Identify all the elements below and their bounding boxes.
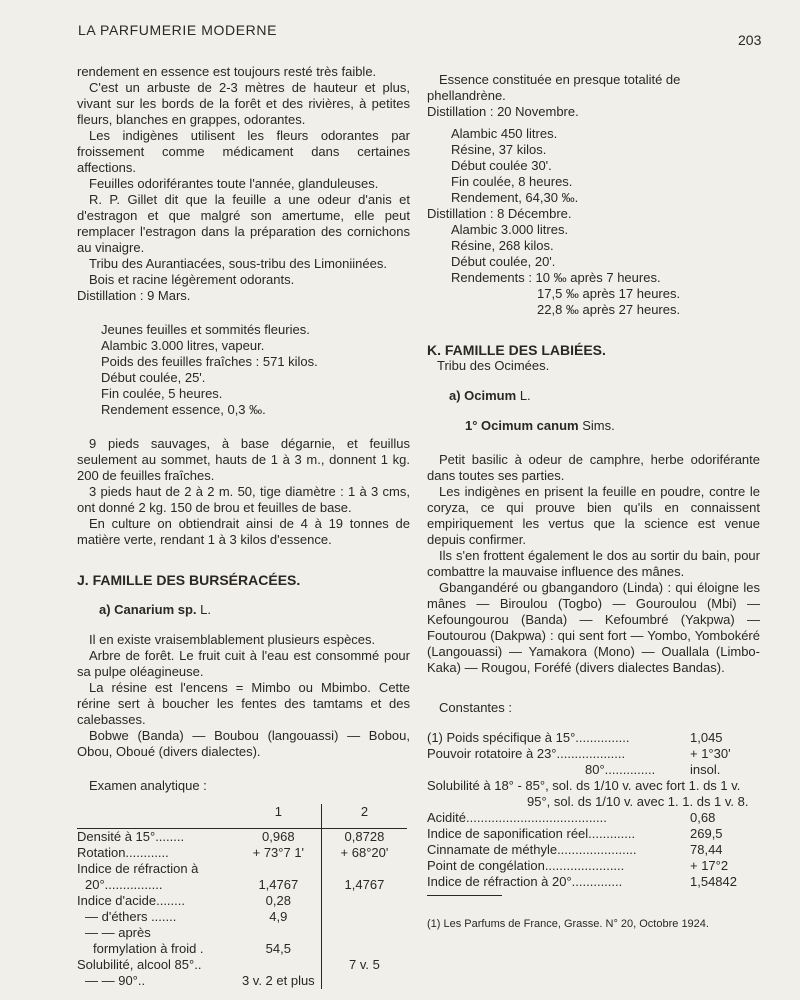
constant-label: Indice de saponification réel.............	[427, 826, 636, 841]
constant-value: + 17°2	[690, 858, 729, 873]
right-column	[427, 72, 760, 890]
distillation-line: Résine, 268 kilos.	[451, 238, 554, 253]
section-heading: K. FAMILLE DES LABIÉES.	[427, 342, 606, 358]
intro-line: R. P. Gillet dit que la feuille a une odeur d'anis et d'estragon et que malgré son amertume, elle peut remplacer l'estragon dans la préparation des cornichons au vinaigre.	[77, 192, 410, 255]
distillation-line: Début coulée, 25'.	[101, 370, 206, 385]
distillation-line: Fin coulée, 8 heures.	[451, 174, 573, 189]
paragraph: Bobwe (Banda) — Boubou (langouassi) — Bobou, Obou, Oboué (divers dialectes).	[77, 728, 410, 759]
rendement-line: 22,8 ‰ après 27 heures.	[537, 302, 681, 317]
constant-row	[427, 794, 760, 810]
subsection-title: a) Canarium sp.	[99, 602, 197, 617]
distillation-line: Fin coulée, 5 heures.	[101, 386, 223, 401]
table-row	[77, 893, 407, 909]
table-row	[77, 861, 407, 877]
constant-label: Indice de réfraction à 20°..............	[427, 874, 623, 889]
rendement-line: 17,5 ‰ après 17 heures.	[537, 286, 681, 301]
rendement-line: Rendements : 10 ‰ après 7 heures.	[451, 270, 661, 285]
constant-label: Solubilité à 18° - 85°, sol. ds 1/10 v. avec fort 1. ds 1 v.	[427, 778, 741, 793]
table-cell: 0,8728	[321, 829, 407, 846]
constant-row	[427, 810, 760, 826]
table-cell	[236, 957, 322, 973]
constant-label: (1) Poids spécifique à 15°...............	[427, 730, 630, 745]
table-cell	[236, 925, 322, 941]
footnote-rule	[427, 895, 502, 896]
constant-row	[427, 842, 760, 858]
intro-line: rendement en essence est toujours resté très faible.	[77, 64, 377, 79]
constant-value: 0,68	[690, 810, 716, 825]
table-cell: Rotation............	[77, 845, 169, 860]
author: Sims.	[582, 418, 615, 433]
section-heading: J. FAMILLE DES BURSÉRACÉES.	[77, 572, 301, 588]
constant-row	[427, 730, 760, 746]
table-cell	[321, 909, 407, 925]
distillation-line: Alambic 3.000 litres.	[451, 222, 569, 237]
table-header-cell: 2	[321, 804, 407, 829]
table-cell	[321, 925, 407, 941]
constant-label: 95°, sol. ds 1/10 v. avec 1. 1. ds 1 v. 8.	[527, 794, 749, 809]
distillation-line: Poids des feuilles fraîches : 571 kilos.	[101, 354, 318, 369]
table-row	[77, 941, 407, 957]
exam-title: Examen analytique :	[89, 778, 207, 793]
intro-line: Feuilles odoriférantes toute l'année, glanduleuses.	[89, 176, 379, 191]
table-cell: 0,968	[236, 829, 322, 846]
paragraph: 9 pieds sauvages, à base dégarnie, et feuillus seulement au sommet, hauts de 1 à 3 m., donnent 1 kg. 200 de feuilles fraîches.	[77, 436, 410, 483]
distillation-line: Début coulée, 20'.	[451, 254, 556, 269]
distillation-line: Début coulée 30'.	[451, 158, 552, 173]
table-row	[77, 845, 407, 861]
constant-value: 1,54842	[690, 874, 737, 889]
table-cell: 0,28	[265, 893, 291, 908]
constant-value: + 1°30'	[690, 746, 731, 761]
table-cell: 1,4767	[258, 877, 299, 892]
intro-line: Bois et racine légèrement odorants.	[89, 272, 295, 287]
paragraph: La résine est l'encens = Mimbo ou Mbimbo. Cette rérine sert à boucher les fentes des tamtams et des calebasses.	[77, 680, 410, 727]
table-row	[77, 973, 407, 989]
table-cell: Densité à 15°........	[77, 829, 236, 846]
table-cell: + 68°20'	[321, 845, 407, 861]
paragraph: Ils s'en frottent également le dos au sortir du bain, pour combattre la mauvaise influence des mânes.	[427, 548, 760, 579]
table-row	[77, 829, 407, 846]
constant-label: Pouvoir rotatoire à 23°...................	[427, 746, 626, 761]
constantes-title: Constantes :	[439, 700, 512, 715]
table-cell: 54,5	[265, 941, 291, 956]
constant-row	[427, 874, 760, 890]
constant-row	[427, 826, 760, 842]
paragraph: Petit basilic à odeur de camphre, herbe odoriférante dans toutes ses parties.	[427, 452, 760, 483]
table-cell: 1,4767	[321, 877, 407, 893]
paragraph: 3 pieds haut de 2 à 2 m. 50, tige diamètre : 1 à 3 cms, ont donné 2 kg. 150 de brou et feuilles de base.	[77, 484, 410, 515]
paragraph: Les indigènes en prisent la feuille en poudre, contre le coryza, ce qui prouve bien qu'ils en connaissent empiriquement les vertus que la science est venue depuis confirmer.	[427, 484, 760, 547]
subsection-title: a) Ocimum	[449, 388, 517, 403]
table-cell: — — après	[85, 925, 151, 940]
table-cell	[236, 861, 322, 877]
table-cell	[321, 941, 407, 957]
table-row	[77, 909, 407, 925]
table-cell: — d'éthers .......	[85, 909, 177, 924]
intro-line: C'est un arbuste de 2-3 mètres de hauteur et plus, vivant sur les bords de la forêt et des rivières, à petites fleurs, blanches en grappes, odorantes.	[77, 80, 410, 127]
distillation-line: Rendement essence, 0,3 ‰.	[101, 402, 266, 417]
table-header-cell: 1	[274, 804, 282, 819]
author: L.	[200, 602, 211, 617]
footnote: (1) Les Parfums de France, Grasse. N° 20, Octobre 1924.	[427, 918, 709, 930]
table-cell: Solubilité, alcool 85°..	[77, 957, 202, 972]
table-cell: Indice d'acide........	[77, 893, 185, 908]
constant-value: 78,44	[690, 842, 723, 857]
tribu-label: Tribu des Ocimées.	[437, 358, 550, 373]
distillation-line: Rendement, 64,30 ‰.	[451, 190, 579, 205]
paragraph: En culture on obtiendrait ainsi de 4 à 19 tonnes de matière verte, rendant 1 à 3 kilos d'essence.	[77, 516, 410, 547]
table-cell	[321, 973, 407, 989]
paragraph: Distillation : 20 Novembre.	[427, 104, 579, 119]
table-cell: 3 v. 2 et plus	[241, 973, 315, 988]
constant-label: Cinnamate de méthyle......................	[427, 842, 637, 857]
author: L.	[519, 388, 531, 403]
constant-value: 269,5	[690, 826, 723, 841]
paragraph: Essence constituée en presque totalité de phellandrène.	[427, 72, 681, 103]
constant-value: insol.	[690, 762, 721, 777]
table-cell: Indice de réfraction à	[77, 861, 199, 876]
constant-row	[427, 778, 760, 794]
table-cell: — — 90°..	[85, 973, 146, 988]
species-title: 1° Ocimum canum	[465, 418, 579, 433]
table-cell: 7 v. 5	[321, 957, 407, 973]
distillation-line: Jeunes feuilles et sommités fleuries.	[101, 322, 310, 337]
constant-row	[427, 762, 760, 778]
paragraph: Arbre de forêt. Le fruit cuit à l'eau est consommé pour sa pulpe oléagineuse.	[77, 648, 410, 679]
constant-label: Acidité.......................................	[427, 810, 607, 825]
table-row	[77, 877, 407, 893]
intro-line: Tribu des Aurantiacées, sous-tribu des Limoniinées.	[89, 256, 387, 271]
distillation-line: Alambic 450 litres.	[451, 126, 558, 141]
constant-row	[427, 746, 760, 762]
intro-line: Les indigènes utilisent les fleurs odorantes par froissement comme médicament dans certaines affections.	[77, 128, 410, 175]
constant-row	[427, 858, 760, 874]
distillation-line: Alambic 3.000 litres, vapeur.	[101, 338, 265, 353]
table-row	[77, 957, 407, 973]
constant-value: 1,045	[690, 730, 723, 745]
table-cell	[321, 893, 407, 909]
table-header-row	[77, 804, 407, 829]
running-title: LA PARFUMERIE MODERNE	[78, 22, 278, 38]
table-cell: formylation à froid .	[93, 941, 204, 956]
table-cell: 20°................	[85, 877, 163, 892]
paragraph: Gbangandéré ou gbangandoro (Linda) : qui éloigne les mânes — Biroulou (Togbo) — Gouroulou (Mbi) — Kefoungourou (Banda) — Kefoumbré (Yakpwa) — Foutourou (Dakpwa) : qui sent fort — Yombo, Yombokéré (Langouassi) — Yamakora (Mono) — Ouallala (Limbo-Kaka) — Rougou, Foréfé (divers dialectes Bandas).	[427, 580, 760, 675]
table-cell: + 73°7 1'	[252, 845, 305, 860]
distillation-line: Résine, 37 kilos.	[451, 142, 547, 157]
intro-line: Distillation : 9 Mars.	[77, 288, 191, 303]
page-number: 203	[738, 32, 762, 48]
table-row	[77, 925, 407, 941]
analysis-table	[77, 804, 407, 989]
left-column	[77, 64, 410, 989]
paragraph: Il en existe vraisemblablement plusieurs espèces.	[89, 632, 376, 647]
table-cell	[321, 861, 407, 877]
constant-label: Point de congélation......................	[427, 858, 625, 873]
constant-label: 80°..............	[585, 762, 656, 777]
table-header-cell	[77, 804, 236, 829]
table-cell: 4,9	[269, 909, 288, 924]
distillation-title: Distillation : 8 Décembre.	[427, 206, 572, 221]
